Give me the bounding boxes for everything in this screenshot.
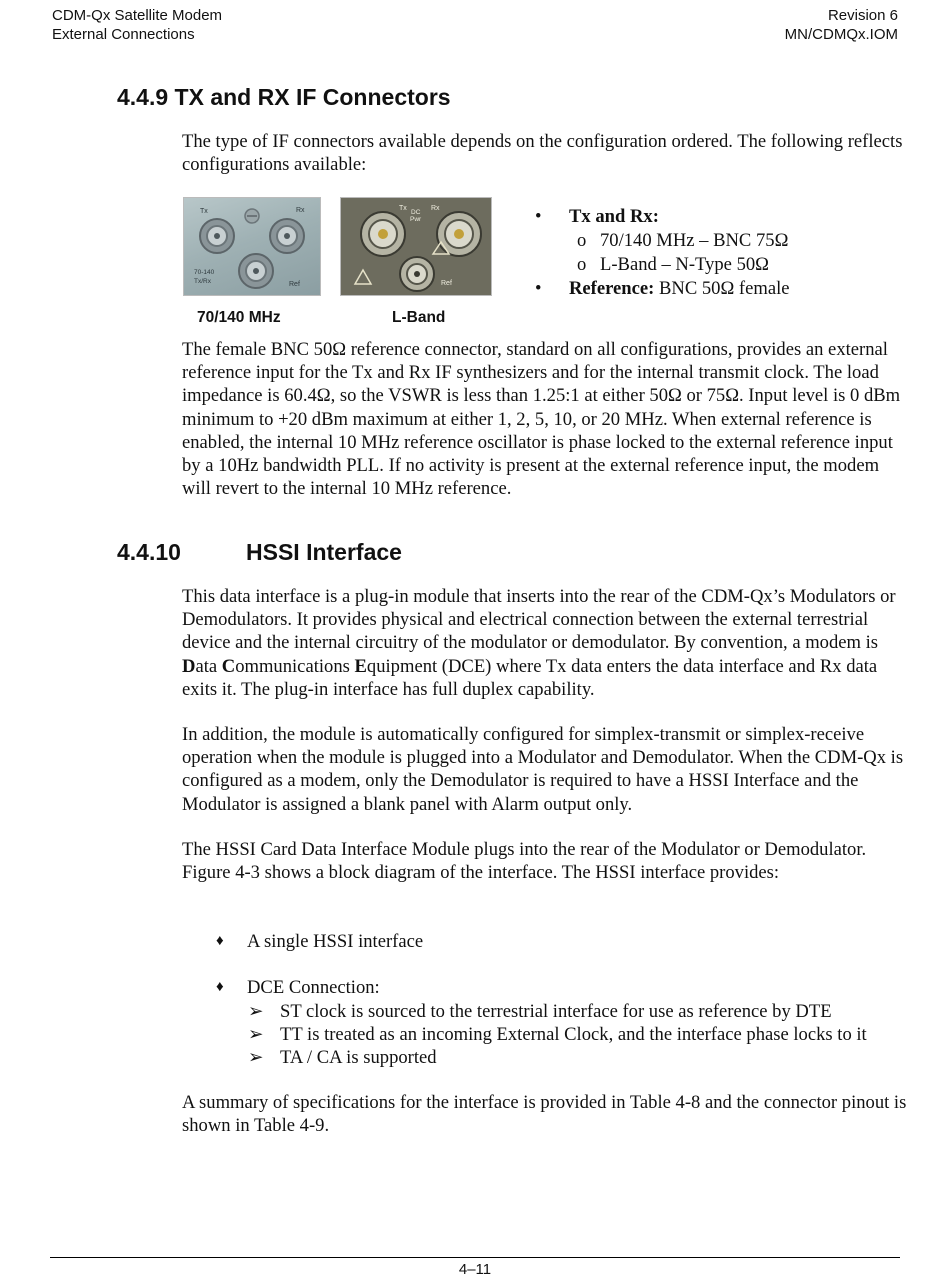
hssi-paragraph-1 [182, 585, 907, 701]
label-pwr: Pwr [410, 216, 422, 223]
sublist-item-ta-ca [182, 1046, 912, 1069]
bullet-reference-value: BNC 50Ω female [654, 278, 790, 299]
subbullet-lband-text: L-Band – N-Type 50Ω [600, 254, 769, 275]
section-title-if-connectors: 4.4.9 TX and RX IF Connectors [117, 84, 451, 110]
bullet-reference-text [569, 277, 790, 301]
bullet-circle-icon: o [577, 230, 587, 251]
hssi-paragraph-2-text: In addition, the module is automatically configured for simplex-transmit or simplex-receive operation when the module is plugged into a Modulator and Demodulator. When the CDM-Qx is configured as a modem, only the Demodulator is required to have a HSSI Interface and the Modulator is assigned a blank panel with Alarm output only. [182, 724, 904, 815]
label-freq: 70-140 [194, 269, 215, 276]
header-product: CDM-Qx Satellite Modem [52, 7, 223, 24]
sublist-item-text: TT is treated as an incoming External Clock, and the interface phase locks to it [280, 1023, 867, 1045]
hssi-paragraph-1-text [182, 585, 907, 701]
p1-bold-e: E [354, 655, 367, 677]
label-rx: Rx [431, 205, 440, 212]
intro-paragraph [182, 130, 907, 176]
diamond-bullet-icon: ♦ [216, 933, 224, 949]
running-header-right [785, 6, 898, 44]
reference-text: The female BNC 50Ω reference connector, standard on all configurations, provides an external reference input for the Tx and Rx IF synthesizers and for the internal transmit clock. The load impedance is 60.4Ω, so the VSWR is less than 1.25:1 at either 50Ω or 75Ω. Input level is 0 dBm minimum to +20 dBm maximum at either 1, 2, 5, 10, or 20 MHz. When external reference is enabled, the internal 10 MHz reference oscillator is phase locked to the external reference input by a 10Hz bandwidth PLL. If no activity is present at the external reference input, the modem will revert to the internal 10 MHz reference. [182, 339, 901, 500]
photo-70-140-connectors [183, 197, 321, 296]
p1-bold-c: C [221, 655, 236, 677]
sublist-item-text: ST clock is sourced to the terrestrial interface for use as reference by DTE [280, 1000, 832, 1022]
bullet-circle-icon: o [577, 254, 587, 275]
list-item-dce-connection [182, 976, 912, 999]
bullet-tx-rx-label: Tx and Rx: [569, 206, 659, 227]
bullet-dot-icon: • [535, 278, 542, 299]
subbullet-70-140-text: 70/140 MHz – BNC 75Ω [600, 230, 789, 251]
intro-text: The type of IF connectors available depends on the configuration ordered. The following reflects configurations available: [182, 131, 903, 176]
label-tx: Tx [200, 208, 208, 215]
label-rx: Rx [296, 207, 305, 214]
running-header-left [52, 6, 222, 44]
list-item-single-hssi [182, 930, 912, 953]
label-txrx: Tx/Rx [194, 278, 211, 285]
caption-lband: L-Band [392, 309, 446, 326]
photo-lband-connectors [340, 197, 492, 296]
summary-paragraph [182, 1091, 907, 1137]
hssi-paragraph-2 [182, 723, 907, 816]
caption-70-140-mhz: 70/140 MHz [197, 309, 281, 326]
hssi-paragraph-3-text: The HSSI Card Data Interface Module plugs into the rear of the Modulator or Demodulator. Figure 4-3 shows a block diagram of the interface. The HSSI interface provides: [182, 839, 867, 884]
p1-bold-d: D [182, 655, 196, 677]
section-title-hssi: HSSI Interface [246, 539, 402, 565]
p1-ommunications: ommunications [235, 655, 355, 677]
arrow-bullet-icon: ➢ [248, 1000, 264, 1022]
header-revision: Revision 6 [827, 7, 898, 24]
reference-paragraph [182, 338, 907, 500]
header-doc-id: MN/CDMQx.IOM [784, 26, 898, 43]
p1-end: quipment (DCE) where Tx data enters the data interface and Rx data exits it. The plug-in interface has full duplex capability. [182, 655, 878, 700]
sublist-item-tt-clock [182, 1023, 912, 1046]
diamond-bullet-icon: ♦ [216, 979, 224, 996]
header-chapter: External Connections [52, 26, 195, 43]
label-dc: DC [411, 209, 421, 216]
summary-text: A summary of specifications for the interface is provided in Table 4-8 and the connector pinout is shown in Table 4-9. [182, 1092, 907, 1137]
bullet-reference-label: Reference: [569, 278, 655, 299]
page-number: 4–11 [458, 1261, 492, 1278]
sublist-item-st-clock [182, 1000, 912, 1023]
list-item-text: DCE Connection: [247, 977, 380, 999]
hssi-feature-list [182, 930, 912, 1069]
sublist-item-text: TA / CA is supported [280, 1046, 437, 1068]
arrow-bullet-icon: ➢ [248, 1023, 264, 1045]
p1-ata: ata [195, 655, 222, 677]
list-item-text: A single HSSI interface [247, 931, 424, 952]
label-ref: Ref [441, 280, 452, 287]
hssi-paragraph-3 [182, 838, 907, 884]
footer-rule [50, 1257, 900, 1258]
arrow-bullet-icon: ➢ [248, 1046, 264, 1068]
p1-start: This data interface is a plug-in module that inserts into the rear of the CDM-Qx’s Modulators or Demodulators. It provides physical and electrical connection between the external terrestrial device and the internal circuitry of the modulator or demodulator. By convention, a modem is [182, 586, 896, 654]
bullet-dot-icon: • [535, 206, 542, 227]
section-number-hssi: 4.4.10 [117, 539, 181, 565]
label-tx: Tx [399, 205, 407, 212]
label-ref: Ref [289, 281, 300, 288]
